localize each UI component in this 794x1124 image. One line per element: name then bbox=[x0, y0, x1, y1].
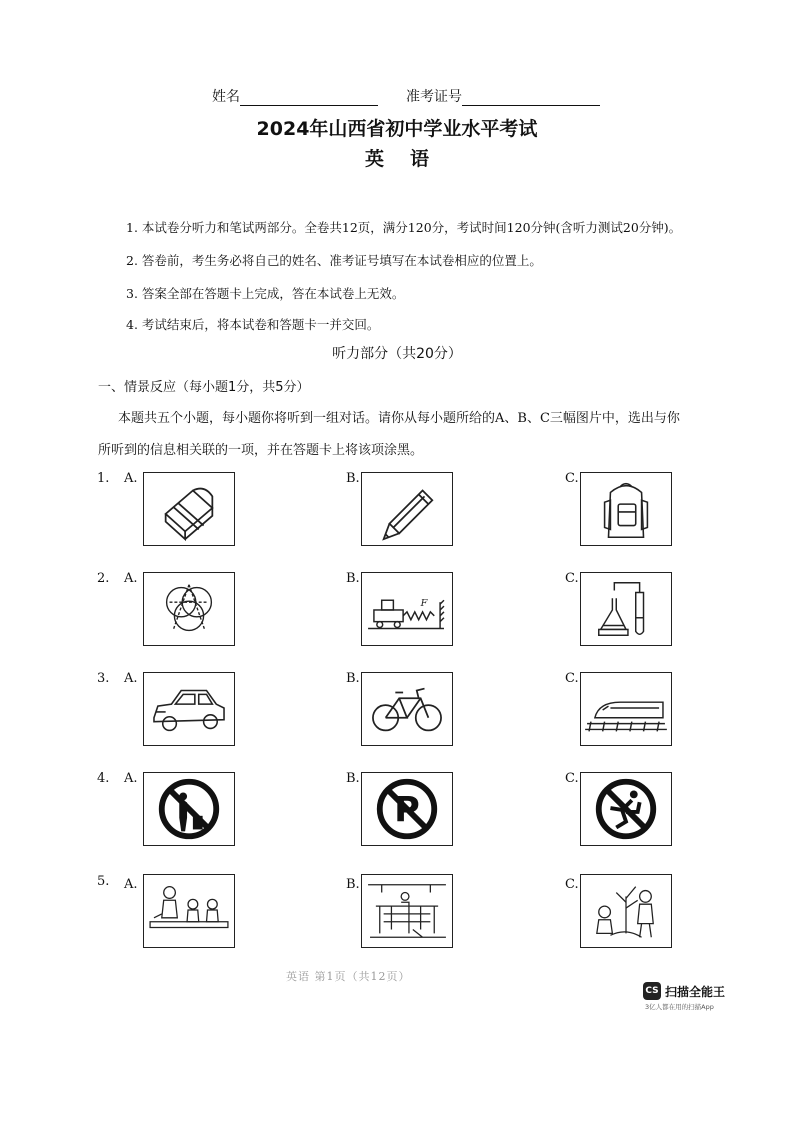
chemistry-flask-icon bbox=[581, 573, 671, 645]
name-label: 姓名 bbox=[212, 89, 240, 105]
note-1: 1. 本试卷分听力和笔试两部分。全卷共12页，满分120分，考试时间120分钟(含听力测试20分钟)。 bbox=[126, 220, 682, 235]
option-letter: A. bbox=[124, 471, 138, 486]
option-letter: C. bbox=[565, 671, 579, 686]
note-4: 4. 考试结束后，将本试卷和答题卡一并交回。 bbox=[126, 317, 380, 332]
section-title: 听力部分（共20分） bbox=[332, 346, 462, 362]
train-icon bbox=[581, 673, 671, 745]
option-image[interactable] bbox=[361, 874, 453, 948]
svg-text:P: P bbox=[394, 789, 420, 831]
option-image[interactable] bbox=[361, 772, 453, 846]
car-icon bbox=[144, 673, 234, 745]
no-climbing-icon bbox=[581, 773, 671, 845]
option-letter: A. bbox=[124, 571, 138, 586]
bicycle-icon bbox=[362, 673, 452, 745]
subject-title: 英语 bbox=[364, 148, 455, 170]
question-number: 1. bbox=[97, 471, 110, 486]
camscanner-logo-icon: CS bbox=[643, 982, 661, 1000]
option-image[interactable] bbox=[361, 572, 453, 646]
option-letter: B. bbox=[346, 771, 360, 786]
option-image[interactable] bbox=[143, 472, 235, 546]
option-image[interactable] bbox=[143, 874, 235, 948]
option-letter: A. bbox=[124, 771, 138, 786]
question-number: 2. bbox=[97, 571, 110, 586]
pencil-icon bbox=[362, 473, 452, 545]
candidate-header bbox=[212, 86, 628, 106]
option-letter: A. bbox=[124, 877, 138, 892]
cleaning-scene-icon bbox=[362, 875, 452, 947]
part-one-desc-line2: 所听到的信息相关联的一项，并在答题卡上将该项涂黑。 bbox=[98, 443, 424, 458]
option-image[interactable] bbox=[580, 672, 672, 746]
option-letter: B. bbox=[346, 571, 360, 586]
part-one-desc-line1: 本题共五个小题，每小题你将听到一组对话。请你从每小题所给的A、B、C三幅图片中，选出与你 bbox=[118, 411, 680, 426]
watermark-name: 扫描全能王 bbox=[665, 985, 726, 999]
geometry-circles-icon bbox=[144, 573, 234, 645]
option-letter: C. bbox=[565, 471, 579, 486]
option-image[interactable] bbox=[143, 772, 235, 846]
backpack-icon bbox=[581, 473, 671, 545]
option-image[interactable] bbox=[361, 472, 453, 546]
name-blank bbox=[240, 91, 378, 106]
note-2: 2. 答卷前，考生务必将自己的姓名、准考证号填写在本试卷相应的位置上。 bbox=[126, 253, 542, 268]
option-letter: B. bbox=[346, 471, 360, 486]
exam-id-label: 准考证号 bbox=[406, 89, 462, 105]
force-label: F bbox=[420, 598, 428, 610]
exam-title: 2024年山西省初中学业水平考试 bbox=[256, 118, 538, 140]
option-image[interactable] bbox=[580, 572, 672, 646]
physics-spring-cart-icon bbox=[362, 573, 452, 645]
option-letter: C. bbox=[565, 877, 579, 892]
option-letter: C. bbox=[565, 571, 579, 586]
tree-planting-scene-icon bbox=[581, 875, 671, 947]
question-number: 5. bbox=[97, 874, 110, 889]
page-footer: 英语 第1页（共12页） bbox=[286, 970, 411, 983]
no-littering-icon bbox=[144, 773, 234, 845]
option-letter: A. bbox=[124, 671, 138, 686]
part-one-title: 一、情景反应（每小题1分，共5分） bbox=[98, 380, 310, 395]
option-letter: B. bbox=[346, 877, 360, 892]
option-image[interactable] bbox=[580, 772, 672, 846]
option-letter: B. bbox=[346, 671, 360, 686]
option-image[interactable] bbox=[143, 672, 235, 746]
eraser-icon bbox=[144, 473, 234, 545]
option-image[interactable] bbox=[580, 874, 672, 948]
exam-id-blank bbox=[462, 91, 600, 106]
option-image[interactable] bbox=[580, 472, 672, 546]
watermark-sub: 3亿人都在用的扫描App bbox=[645, 1003, 714, 1011]
cooking-scene-icon bbox=[144, 875, 234, 947]
no-parking-icon bbox=[362, 773, 452, 845]
option-image[interactable] bbox=[143, 572, 235, 646]
question-number: 3. bbox=[97, 671, 110, 686]
note-3: 3. 答案全部在答题卡上完成，答在本试卷上无效。 bbox=[126, 286, 405, 301]
option-letter: C. bbox=[565, 771, 579, 786]
question-number: 4. bbox=[97, 771, 110, 786]
option-image[interactable] bbox=[361, 672, 453, 746]
